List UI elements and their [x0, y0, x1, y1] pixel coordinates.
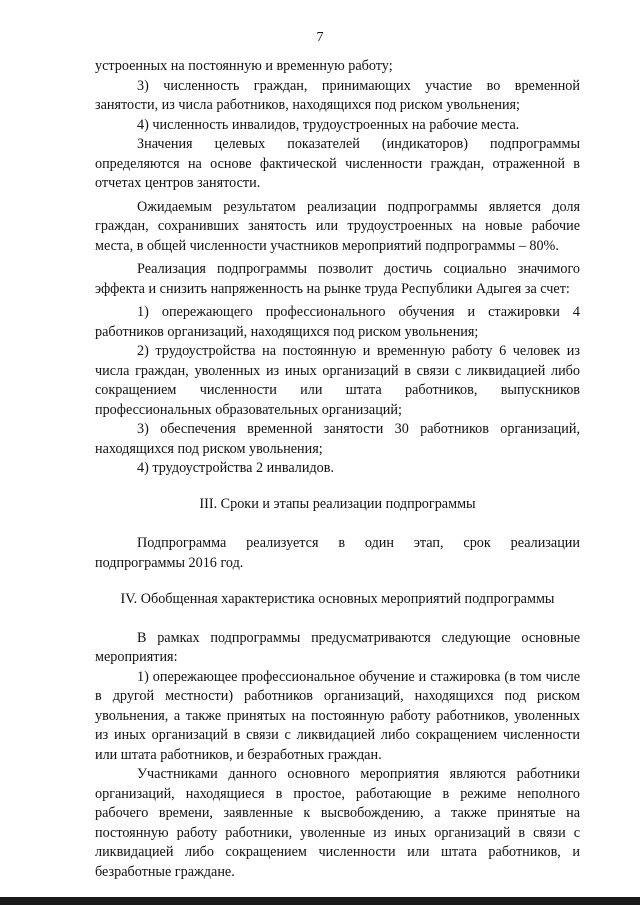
paragraph: Участниками данного основного мероприятия являются работники организаций, находящиеся в простое, работающие в режиме неполного рабочего времени, заявленные к высвобождению, а также принятые на постоянную работу работники, уволенные из иных организаций в связи с ликвидацией либо сокращением численности или штата работников, и безработные граждане.	[95, 766, 580, 880]
word: срок	[463, 535, 491, 551]
word: один	[364, 535, 394, 551]
page-number: 7	[316, 30, 324, 45]
scan-bottom-edge	[0, 897, 640, 905]
paragraph: В рамках подпрограммы предусматриваются следующие основные мероприятия:	[95, 629, 580, 665]
paragraph: Значения целевых показателей (индикаторов) подпрограммы определяются на основе фактической численности граждан, отраженной в отчетах центров занятости.	[95, 136, 580, 191]
paragraph: 3) численность граждан, принимающих участие во временной занятости, из числа работников, находящихся под риском увольнения;	[95, 77, 580, 113]
word: реализации	[510, 535, 580, 551]
section3-line1	[95, 534, 580, 554]
document-body	[95, 57, 580, 882]
paragraph: 1) опережающее профессиональное обучение и стажировка (в том числе в другой местности) работников организаций, находящихся под риском увольнения, а также принятых на постоянную работу работников, уволенных из иных организаций в связи с ликвидацией либо сокращением численности или штата работников, и безработных граждан.	[95, 668, 580, 763]
word: в	[338, 535, 346, 551]
section-heading-3: III. Сроки и этапы реализации подпрограммы	[199, 495, 476, 512]
paragraph: устроенных на постоянную и временную работу;	[95, 58, 393, 74]
section-heading-4: IV. Обобщенная характеристика основных мероприятий подпрограммы	[120, 591, 555, 607]
paragraph: 4) численность инвалидов, трудоустроенных на рабочие места.	[137, 116, 520, 133]
paragraph: 2) трудоустройства на постоянную и временную работу 6 человек из числа граждан, уволенных из иных организаций в связи с ликвидацией либо сокращением численности или штата работников, выпускников профессиональных образовательных организаций;	[95, 343, 580, 418]
word: реализуется	[246, 535, 319, 551]
paragraph: 3) обеспечения временной занятости 30 работников организаций, находящихся под риском увольнения;	[95, 421, 580, 457]
paragraph: Реализация подпрограммы позволит достичь социально значимого эффекта и снизить напряженность на рынке труда Республики Адыгея за счет:	[95, 261, 580, 297]
paragraph: 1) опережающего профессионального обучения и стажировки 4 работников организаций, находящихся под риском увольнения;	[95, 304, 580, 340]
section3-line2: подпрограммы 2016 год.	[95, 554, 244, 571]
paragraph: Ожидаемым результатом реализации подпрограммы является доля граждан, сохранивших занятость или трудоустроенных на новые рабочие места, в общей численности участников мероприятий подпрограммы – 80%.	[95, 198, 580, 254]
word: этап,	[413, 535, 444, 551]
word: Подпрограмма	[137, 535, 227, 551]
paragraph: 4) трудоустройства 2 инвалидов.	[137, 460, 335, 476]
